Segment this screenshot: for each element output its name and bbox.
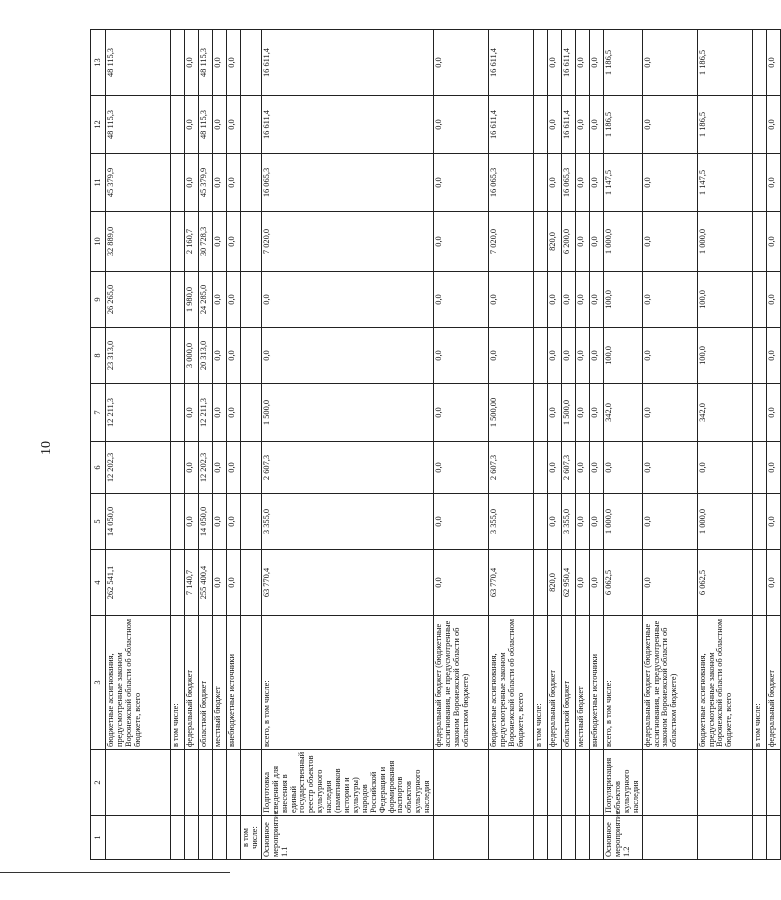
amount-cell: 14 050,0 <box>199 494 213 550</box>
amount-cell <box>241 550 262 616</box>
amount-cell: 23 313,0 <box>106 328 171 384</box>
amount-cell <box>171 384 185 442</box>
funding-source-cell: областной бюджет <box>199 616 213 750</box>
event-description-cell <box>434 750 489 816</box>
amount-cell: 0,0 <box>227 384 241 442</box>
event-description-cell: Популяризация объектов культурного наследия <box>604 750 643 816</box>
amount-cell: 30 728,3 <box>199 212 213 272</box>
table-row <box>213 30 227 860</box>
amount-cell: 62 950,4 <box>562 550 576 616</box>
amount-cell: 3 000,0 <box>185 328 199 384</box>
event-description-cell <box>213 750 227 816</box>
amount-cell: 0,0 <box>642 384 697 442</box>
table-row <box>199 30 213 860</box>
amount-cell: 0,0 <box>227 494 241 550</box>
amount-cell: 2 160,7 <box>185 212 199 272</box>
amount-cell: 0,0 <box>590 494 604 550</box>
event-name-cell <box>434 816 489 860</box>
table-row <box>697 30 752 860</box>
event-description-cell <box>548 750 562 816</box>
table-row <box>534 30 548 860</box>
amount-cell: 16 611,4 <box>562 96 576 154</box>
amount-cell: 2 607,3 <box>489 442 534 494</box>
amount-cell: 0,0 <box>548 442 562 494</box>
amount-cell <box>171 96 185 154</box>
event-name-cell <box>576 816 590 860</box>
amount-cell: 12 202,3 <box>199 442 213 494</box>
amount-cell: 0,0 <box>213 384 227 442</box>
amount-cell: 0,0 <box>576 384 590 442</box>
funding-source-cell: внебюджетные источники <box>590 616 604 750</box>
table-stage <box>90 30 776 860</box>
event-name-cell <box>562 816 576 860</box>
amount-cell <box>534 96 548 154</box>
amount-cell <box>241 328 262 384</box>
event-description-cell: Подготовка сведений для внесения в единый государственный реестр объектов культурного наследия (памятников истории и культуры) народов Российской Федерации и формирования паспортов объектов культурного наследия <box>261 750 433 816</box>
table-row <box>604 30 643 860</box>
amount-cell: 0,0 <box>642 212 697 272</box>
amount-cell <box>534 442 548 494</box>
amount-cell: 16 065,3 <box>489 154 534 212</box>
amount-cell: 0,0 <box>227 550 241 616</box>
amount-cell: 0,0 <box>261 272 433 328</box>
amount-cell: 0,0 <box>576 96 590 154</box>
amount-cell: 1 000,0 <box>697 212 752 272</box>
bottom-rule <box>0 872 230 873</box>
table-row <box>752 30 766 860</box>
rotated-table-wrapper <box>90 30 776 860</box>
amount-cell <box>171 550 185 616</box>
event-name-cell <box>171 816 185 860</box>
amount-cell: 0,0 <box>766 442 780 494</box>
event-description-cell <box>241 750 262 816</box>
amount-cell <box>752 272 766 328</box>
amount-cell: 16 065,3 <box>261 154 433 212</box>
funding-source-cell: федеральный бюджет <box>185 616 199 750</box>
amount-cell: 0,0 <box>562 272 576 328</box>
amount-cell: 0,0 <box>766 30 780 96</box>
amount-cell <box>241 30 262 96</box>
amount-cell: 1 186,5 <box>604 96 643 154</box>
amount-cell: 7 020,0 <box>261 212 433 272</box>
event-description-cell <box>562 750 576 816</box>
column-number-cell: 8 <box>91 328 106 384</box>
amount-cell: 1 186,5 <box>697 96 752 154</box>
amount-cell: 0,0 <box>576 442 590 494</box>
event-description-cell <box>576 750 590 816</box>
amount-cell <box>171 154 185 212</box>
column-number-cell: 7 <box>91 384 106 442</box>
column-number-cell: 9 <box>91 272 106 328</box>
amount-cell <box>171 328 185 384</box>
amount-cell: 0,0 <box>642 442 697 494</box>
amount-cell: 0,0 <box>604 442 643 494</box>
column-number-cell: 3 <box>91 616 106 750</box>
amount-cell: 1 980,0 <box>185 272 199 328</box>
amount-cell: 3 355,0 <box>562 494 576 550</box>
amount-cell: 26 265,0 <box>106 272 171 328</box>
amount-cell: 0,0 <box>590 272 604 328</box>
amount-cell: 0,0 <box>590 328 604 384</box>
amount-cell: 0,0 <box>642 328 697 384</box>
amount-cell: 12 211,3 <box>106 384 171 442</box>
table-row <box>642 30 697 860</box>
amount-cell: 0,0 <box>576 212 590 272</box>
event-description-cell <box>185 750 199 816</box>
amount-cell <box>752 154 766 212</box>
event-name-cell <box>590 816 604 860</box>
amount-cell <box>241 272 262 328</box>
event-description-cell <box>752 750 766 816</box>
column-number-cell: 11 <box>91 154 106 212</box>
amount-cell: 0,0 <box>548 154 562 212</box>
amount-cell: 0,0 <box>590 212 604 272</box>
amount-cell <box>534 550 548 616</box>
event-name-cell <box>752 816 766 860</box>
funding-source-cell: областной бюджет <box>562 616 576 750</box>
amount-cell: 0,0 <box>766 328 780 384</box>
amount-cell: 0,0 <box>766 494 780 550</box>
event-description-cell <box>642 750 697 816</box>
event-name-cell <box>697 816 752 860</box>
table-row <box>434 30 489 860</box>
amount-cell: 1 500,0 <box>261 384 433 442</box>
funding-source-cell: всего, в том числе: <box>604 616 643 750</box>
amount-cell: 0,0 <box>548 384 562 442</box>
table-row <box>185 30 199 860</box>
amount-cell: 14 050,0 <box>106 494 171 550</box>
amount-cell: 12 202,3 <box>106 442 171 494</box>
event-name-cell <box>199 816 213 860</box>
amount-cell: 262 541,1 <box>106 550 171 616</box>
amount-cell: 24 285,0 <box>199 272 213 328</box>
funding-source-cell: бюджетные ассигнования, предусмотренные законом Воронежской области об областном бюджете, всего <box>489 616 534 750</box>
amount-cell <box>752 96 766 154</box>
amount-cell <box>534 328 548 384</box>
budget-table <box>90 29 781 860</box>
amount-cell: 0,0 <box>642 30 697 96</box>
table-row <box>227 30 241 860</box>
amount-cell: 1 500,00 <box>489 384 534 442</box>
amount-cell: 342,0 <box>697 384 752 442</box>
funding-source-cell: федеральный бюджет <box>766 616 780 750</box>
event-name-cell <box>548 816 562 860</box>
table-row <box>548 30 562 860</box>
amount-cell <box>171 212 185 272</box>
amount-cell: 6 062,5 <box>604 550 643 616</box>
amount-cell: 0,0 <box>185 30 199 96</box>
event-description-cell <box>106 750 171 816</box>
amount-cell <box>752 442 766 494</box>
table-row <box>171 30 185 860</box>
amount-cell: 0,0 <box>434 154 489 212</box>
amount-cell: 0,0 <box>227 212 241 272</box>
amount-cell <box>241 384 262 442</box>
funding-source-cell: бюджетные ассигнования, предусмотренные законом Воронежской области об областном бюджете, всего <box>697 616 752 750</box>
event-description-cell <box>766 750 780 816</box>
amount-cell <box>752 550 766 616</box>
amount-cell <box>534 384 548 442</box>
column-number-cell: 1 <box>91 816 106 860</box>
amount-cell: 48 115,3 <box>199 96 213 154</box>
amount-cell: 12 211,3 <box>199 384 213 442</box>
amount-cell: 7 140,7 <box>185 550 199 616</box>
amount-cell: 0,0 <box>227 96 241 154</box>
funding-source-cell: в том числе: <box>534 616 548 750</box>
amount-cell: 0,0 <box>576 328 590 384</box>
amount-cell: 0,0 <box>766 154 780 212</box>
amount-cell: 0,0 <box>227 30 241 96</box>
amount-cell <box>752 384 766 442</box>
column-number-cell: 12 <box>91 96 106 154</box>
amount-cell <box>534 212 548 272</box>
amount-cell: 0,0 <box>489 272 534 328</box>
amount-cell: 0,0 <box>213 96 227 154</box>
amount-cell: 1 186,5 <box>604 30 643 96</box>
amount-cell: 0,0 <box>213 272 227 328</box>
event-name-cell: Основное мероприятие 1.2 <box>604 816 643 860</box>
amount-cell: 6 200,0 <box>562 212 576 272</box>
column-number-cell: 5 <box>91 494 106 550</box>
amount-cell: 0,0 <box>548 96 562 154</box>
amount-cell: 0,0 <box>562 328 576 384</box>
funding-source-cell: внебюджетные источники <box>227 616 241 750</box>
amount-cell <box>241 494 262 550</box>
amount-cell: 100,0 <box>697 328 752 384</box>
amount-cell: 0,0 <box>548 272 562 328</box>
event-description-cell <box>171 750 185 816</box>
column-number-row <box>91 30 106 860</box>
page-number: 10 <box>39 441 54 455</box>
funding-source-cell <box>241 616 262 750</box>
funding-source-cell: бюджетные ассигнования, предусмотренные законом Воронежской области об областном бюджете, всего <box>106 616 171 750</box>
amount-cell: 820,0 <box>548 550 562 616</box>
amount-cell: 1 186,5 <box>697 30 752 96</box>
table-row <box>106 30 171 860</box>
amount-cell: 0,0 <box>576 272 590 328</box>
amount-cell: 0,0 <box>697 442 752 494</box>
event-name-cell: Основное мероприятие 1.1 <box>261 816 433 860</box>
amount-cell: 0,0 <box>590 96 604 154</box>
funding-source-cell: в том числе: <box>171 616 185 750</box>
event-name-cell <box>227 816 241 860</box>
amount-cell: 0,0 <box>766 96 780 154</box>
amount-cell <box>171 494 185 550</box>
amount-cell: 1 147,5 <box>697 154 752 212</box>
amount-cell: 255 400,4 <box>199 550 213 616</box>
amount-cell: 0,0 <box>642 550 697 616</box>
funding-source-cell: местный бюджет <box>213 616 227 750</box>
amount-cell: 0,0 <box>213 328 227 384</box>
event-name-cell <box>534 816 548 860</box>
amount-cell: 0,0 <box>185 494 199 550</box>
amount-cell: 63 770,4 <box>489 550 534 616</box>
amount-cell: 0,0 <box>213 494 227 550</box>
amount-cell: 0,0 <box>434 384 489 442</box>
event-description-cell <box>489 750 534 816</box>
amount-cell <box>241 96 262 154</box>
event-name-cell: в том числе: <box>241 816 262 860</box>
funding-source-cell: в том числе: <box>752 616 766 750</box>
amount-cell: 16 611,4 <box>261 96 433 154</box>
amount-cell: 2 607,3 <box>261 442 433 494</box>
amount-cell: 16 065,3 <box>562 154 576 212</box>
amount-cell: 820,0 <box>548 212 562 272</box>
amount-cell: 1 000,0 <box>697 494 752 550</box>
amount-cell <box>752 30 766 96</box>
amount-cell: 0,0 <box>766 384 780 442</box>
event-description-cell <box>534 750 548 816</box>
funding-source-cell: всего, в том числе: <box>261 616 433 750</box>
table-row <box>562 30 576 860</box>
amount-cell: 1 147,5 <box>604 154 643 212</box>
event-description-cell <box>590 750 604 816</box>
amount-cell: 0,0 <box>590 384 604 442</box>
table-row <box>576 30 590 860</box>
amount-cell: 48 115,3 <box>106 30 171 96</box>
event-description-cell <box>697 750 752 816</box>
amount-cell <box>752 328 766 384</box>
column-number-cell: 4 <box>91 550 106 616</box>
event-name-cell <box>642 816 697 860</box>
amount-cell: 48 115,3 <box>106 96 171 154</box>
amount-cell: 0,0 <box>227 154 241 212</box>
amount-cell: 0,0 <box>213 550 227 616</box>
event-description-cell <box>227 750 241 816</box>
amount-cell: 0,0 <box>434 96 489 154</box>
event-name-cell <box>213 816 227 860</box>
amount-cell: 0,0 <box>642 494 697 550</box>
table-row <box>241 30 262 860</box>
amount-cell: 16 611,4 <box>489 96 534 154</box>
amount-cell <box>534 272 548 328</box>
amount-cell: 3 355,0 <box>489 494 534 550</box>
amount-cell: 0,0 <box>590 30 604 96</box>
amount-cell <box>534 494 548 550</box>
amount-cell <box>752 212 766 272</box>
amount-cell: 0,0 <box>576 550 590 616</box>
amount-cell <box>241 212 262 272</box>
amount-cell: 0,0 <box>766 550 780 616</box>
amount-cell: 0,0 <box>576 154 590 212</box>
amount-cell <box>171 272 185 328</box>
amount-cell: 0,0 <box>434 272 489 328</box>
event-name-cell <box>185 816 199 860</box>
amount-cell: 45 379,9 <box>199 154 213 212</box>
amount-cell: 0,0 <box>576 30 590 96</box>
amount-cell: 0,0 <box>590 442 604 494</box>
table-row <box>261 30 433 860</box>
table-row <box>766 30 780 860</box>
amount-cell <box>241 154 262 212</box>
amount-cell <box>171 30 185 96</box>
amount-cell: 1 500,0 <box>562 384 576 442</box>
amount-cell: 0,0 <box>576 494 590 550</box>
amount-cell: 0,0 <box>434 494 489 550</box>
amount-cell: 0,0 <box>548 30 562 96</box>
amount-cell: 0,0 <box>185 154 199 212</box>
amount-cell: 0,0 <box>227 272 241 328</box>
event-name-cell <box>106 816 171 860</box>
amount-cell: 0,0 <box>548 328 562 384</box>
amount-cell: 0,0 <box>213 30 227 96</box>
amount-cell: 0,0 <box>590 550 604 616</box>
amount-cell: 342,0 <box>604 384 643 442</box>
amount-cell: 16 611,4 <box>261 30 433 96</box>
funding-source-cell: местный бюджет <box>576 616 590 750</box>
amount-cell: 0,0 <box>434 30 489 96</box>
amount-cell: 45 379,9 <box>106 154 171 212</box>
column-number-cell: 6 <box>91 442 106 494</box>
amount-cell <box>171 442 185 494</box>
amount-cell: 0,0 <box>642 96 697 154</box>
amount-cell: 0,0 <box>434 328 489 384</box>
amount-cell: 0,0 <box>434 442 489 494</box>
amount-cell: 0,0 <box>642 154 697 212</box>
event-description-cell <box>199 750 213 816</box>
amount-cell: 20 313,0 <box>199 328 213 384</box>
amount-cell: 16 611,4 <box>562 30 576 96</box>
amount-cell: 32 889,0 <box>106 212 171 272</box>
amount-cell: 0,0 <box>185 96 199 154</box>
amount-cell: 0,0 <box>213 154 227 212</box>
amount-cell: 0,0 <box>434 550 489 616</box>
amount-cell: 100,0 <box>604 272 643 328</box>
amount-cell: 1 000,0 <box>604 212 643 272</box>
event-name-cell <box>766 816 780 860</box>
amount-cell: 0,0 <box>213 212 227 272</box>
amount-cell: 0,0 <box>590 154 604 212</box>
amount-cell: 0,0 <box>548 494 562 550</box>
amount-cell: 48 115,3 <box>199 30 213 96</box>
amount-cell: 100,0 <box>697 272 752 328</box>
amount-cell: 7 020,0 <box>489 212 534 272</box>
table-row <box>489 30 534 860</box>
amount-cell: 0,0 <box>227 328 241 384</box>
amount-cell <box>534 30 548 96</box>
amount-cell: 63 770,4 <box>261 550 433 616</box>
amount-cell <box>752 494 766 550</box>
amount-cell: 0,0 <box>489 328 534 384</box>
amount-cell: 1 000,0 <box>604 494 643 550</box>
amount-cell: 0,0 <box>642 272 697 328</box>
amount-cell: 100,0 <box>604 328 643 384</box>
amount-cell: 3 355,0 <box>261 494 433 550</box>
amount-cell: 0,0 <box>434 212 489 272</box>
funding-source-cell: федеральный бюджет <box>548 616 562 750</box>
amount-cell: 0,0 <box>185 442 199 494</box>
amount-cell: 0,0 <box>766 212 780 272</box>
event-name-cell <box>489 816 534 860</box>
funding-source-cell: федеральный бюджет (бюджетные ассигнования, не предусмотренные законом Воронежской области об областном бюджете) <box>434 616 489 750</box>
column-number-cell: 10 <box>91 212 106 272</box>
amount-cell <box>534 154 548 212</box>
amount-cell: 0,0 <box>261 328 433 384</box>
column-number-cell: 2 <box>91 750 106 816</box>
amount-cell: 0,0 <box>766 272 780 328</box>
amount-cell <box>241 442 262 494</box>
amount-cell: 0,0 <box>185 384 199 442</box>
amount-cell: 2 607,3 <box>562 442 576 494</box>
amount-cell: 6 062,5 <box>697 550 752 616</box>
amount-cell: 16 611,4 <box>489 30 534 96</box>
funding-source-cell: федеральный бюджет (бюджетные ассигнования, не предусмотренные законом Воронежской области об областном бюджете) <box>642 616 697 750</box>
amount-cell: 0,0 <box>227 442 241 494</box>
amount-cell: 0,0 <box>213 442 227 494</box>
table-row <box>590 30 604 860</box>
column-number-cell: 13 <box>91 30 106 96</box>
